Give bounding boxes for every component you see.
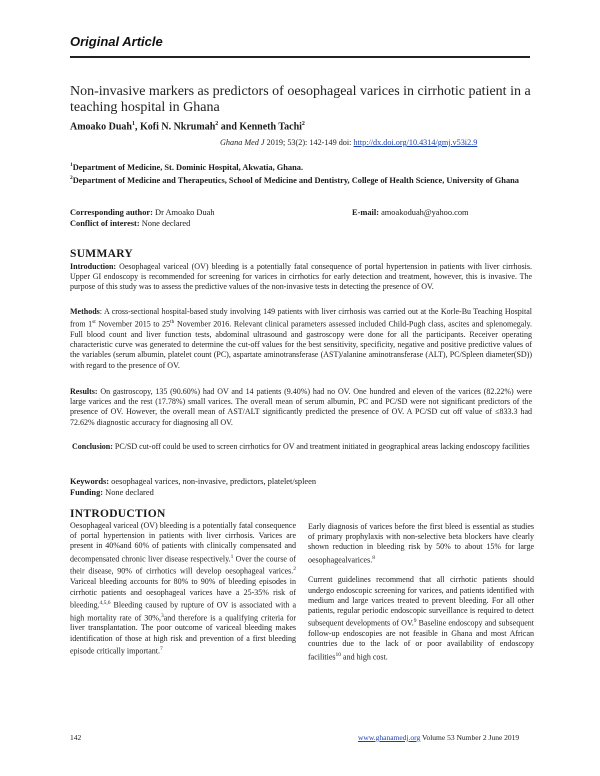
summary-heading: SUMMARY <box>70 248 134 260</box>
article-type-label: Original Article <box>70 34 163 49</box>
corresponding-author <box>70 208 215 217</box>
affiliation-1 <box>70 160 530 173</box>
coi-value: None declared <box>139 219 191 228</box>
doi-link[interactable]: http://dx.doi.org/10.4314/gmj.v53i2.9 <box>353 138 478 147</box>
summary-methods-text: November 2016. Relevant clinical parameters assessed included Child-Pugh class, ascites and splenomegaly. Full blood count and liver function tests, abdominal ultrasound and gastroscopy were done for all the participants. Receiver operating characteristic curve was generated to determine the cut-off values for the best sensitivity, specificity, negative and positive predictive values of the variables (serum albumin, platelet count (PC), aspartate aminotransferase (AST)/alanine aminotransferase (ALT), PC/Spleen diameter(SD)) with regard to the presence of OV. <box>70 319 533 370</box>
email-label: E-mail: <box>352 208 379 217</box>
corresponding-label: Corresponding author: <box>70 208 153 217</box>
funding <box>70 488 154 497</box>
reference-marker: 1 <box>230 553 234 560</box>
summary-methods <box>70 307 532 371</box>
summary-conclusion-text: PC/SD cut-off could be used to screen cirrhotics for OV and treatment initiated in geographical areas lacking endoscopy facilities <box>112 442 530 451</box>
affiliation-marker: 2 <box>70 175 73 181</box>
summary-conclusion <box>70 442 532 452</box>
author-name: Kofi N. Nkrumah <box>139 121 216 133</box>
page-number: 142 <box>70 733 82 742</box>
body-text: Early diagnosis of varices before the first bleed is essential as studies of primary prophylaxis with non-selective beta blockers have clearly shown reduction in bleeding risk by 50% to about 15% for large oesophagealvarices. <box>308 522 534 565</box>
body-paragraph <box>70 521 296 657</box>
summary-methods-text: November 2015 to 25 <box>95 319 171 329</box>
affiliation-marker: 1 <box>70 162 73 168</box>
body-text: Over the course of their disease, 90% of cirrhotics will develop oesophageal varices. <box>70 554 296 577</box>
author-separator: and <box>218 121 240 133</box>
body-text: Baseline endoscopy and subsequent follow-up endoscopies are not feasible in Ghana and most African countries due to the lack of or poor availability of endoscopy facilities <box>308 618 534 662</box>
keywords-label: Keywords: <box>70 477 110 486</box>
body-text: Bleeding caused by rupture of OV is associated with a high mortality rate of 30%, <box>70 600 296 623</box>
body-text: Current guidelines recommend that all cirrhotic patients should undergo endoscopic screening for varices, and patients identified with medium and large varices treated to prevent bleeding. For all other patients, regular periodic endoscopic surveillance is required to detect subsequent developments of OV. <box>308 575 534 628</box>
citation-line <box>220 138 477 147</box>
ordinal-suffix: st <box>92 319 96 326</box>
article-title: Non-invasive markers as predictors of oesophageal varices in cirrhotic patient in a teaching hospital in Ghana <box>70 84 531 115</box>
summary-intro-text: Oesophageal variceal (OV) bleeding is a potentially fatal consequence of portal hypertension in patients with liver cirrhosis. Upper GI endoscopy is recommended for screening for varices in cirrhotics for early detection and treatment, however, this is invasive. The purpose of this study was to assess the predictive values of the non-invasive tests in detecting the presence of OV. <box>70 262 532 292</box>
summary-methods-text: : A cross-sectional hospital-based study involving 149 patients with liver cirrhosis was carried out at the Korle-Bu Teaching Hospital from 1 <box>70 307 532 329</box>
citation-journal: Ghana Med J <box>220 138 265 147</box>
reference-marker: 8 <box>372 554 375 561</box>
body-column-left <box>70 521 296 657</box>
body-paragraph <box>308 522 534 565</box>
body-paragraph <box>308 575 534 662</box>
author-name: Amoako Duah <box>70 121 132 133</box>
affiliation-text: Department of Medicine, St. Dominic Hospital, Akwatia, Ghana. <box>72 162 304 172</box>
funding-value: None declared <box>103 488 154 497</box>
reference-marker: 9 <box>413 618 417 625</box>
summary-methods-label: Methods <box>70 307 100 316</box>
author-separator: , <box>134 121 140 133</box>
journal-issue: Volume 53 Number 2 June 2019 <box>420 733 520 742</box>
author-affil-marker: 1 <box>131 121 135 127</box>
reference-marker: 2 <box>293 566 296 573</box>
body-column-right <box>308 522 534 662</box>
reference-marker: 10 <box>335 651 342 658</box>
author-affil-marker: 2 <box>215 121 219 127</box>
introduction-heading: INTRODUCTION <box>70 508 166 520</box>
body-text: and high cost. <box>341 652 388 662</box>
author-affil-marker: 2 <box>301 121 305 127</box>
funding-label: Funding: <box>70 488 104 497</box>
keywords <box>70 477 316 486</box>
affiliation-text: Department of Medicine and Therapeutics, School of Medicine and Dentistry, College of Health Science, University of Ghana <box>72 175 519 185</box>
affiliation-2 <box>70 173 530 186</box>
ordinal-suffix: th <box>170 319 175 326</box>
coi-label: Conflict of interest: <box>70 219 140 228</box>
corresponding-email <box>352 208 469 217</box>
reference-marker: 3 <box>160 612 164 619</box>
summary-intro-label: Introduction: <box>70 262 117 271</box>
header-divider <box>70 56 530 58</box>
journal-link[interactable]: www.ghanamedj.org <box>358 733 421 742</box>
author-list <box>70 121 305 132</box>
conflict-of-interest <box>70 219 190 228</box>
corresponding-name: Dr Amoako Duah <box>152 208 215 217</box>
summary-results-text: On gastroscopy, 135 (90.60%) had OV and 14 patients (9.40%) had no OV. One hundred and eleven of the varices (82.22%) were large varices and the rest (17.78%) small varices. The overall mean of serum albumin, PC and PC/SD were not significant predictors of the presence of OV. However, the overall mean of AST/ALT significantly predicted the presence of OV. A PC/SD cut off value of ≤833.3 had 72.62% diagnostic accuracy for diagnosing all OV. <box>70 387 532 427</box>
citation-details: 2019; 53(2): 142-149 doi: <box>264 138 354 147</box>
summary-introduction <box>70 262 532 293</box>
keywords-value: oesophageal varices, non-invasive, predictors, platelet/spleen <box>109 477 317 486</box>
email-value[interactable]: amoakoduah@yahoo.com <box>378 208 469 217</box>
summary-conclusion-label: Conclusion: <box>72 442 113 451</box>
footer-journal <box>358 733 519 742</box>
summary-results-label: Results: <box>70 387 98 396</box>
reference-marker: 7 <box>159 645 163 652</box>
author-name: Kenneth Tachi <box>239 121 302 133</box>
body-text: Oesophageal variceal (OV) bleeding is a potentially fatal consequence of portal hypertension in patients with liver cirrhosis. Varices are present in 40%and 60% of patients with clinically compensated and decompensated chronic liver disease respectively. <box>70 521 296 564</box>
reference-marker: 4,5,6 <box>99 599 111 606</box>
summary-results <box>70 387 532 428</box>
body-text: Variceal bleeding accounts for 80% to 90% of bleeding episodes in cirrhotic patients and oesophageal varices have a 25-35% risk of bleeding. <box>70 577 296 610</box>
body-text: and therefore is a qualifying criteria for liver transplantation. The poor outcome of variceal bleeding makes identification of those at high risk and prevention of a first bleeding episode critically important. <box>70 613 296 656</box>
